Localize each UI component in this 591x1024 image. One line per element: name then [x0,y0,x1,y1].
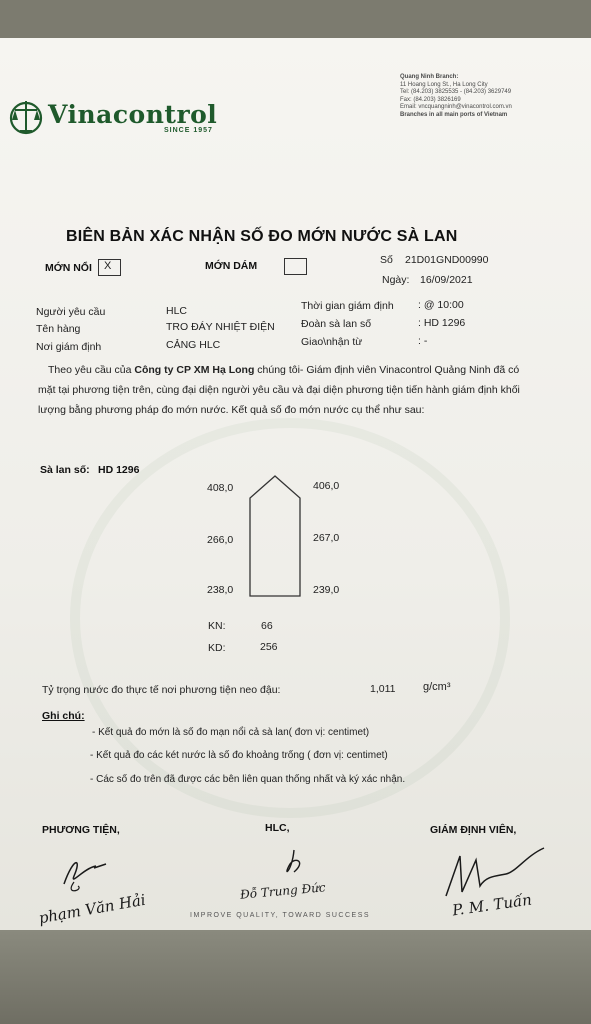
received-from-label: Giao\nhận từ [301,336,363,348]
branch-info [400,74,512,119]
signature-name-right: P. M. Tuấn [451,890,533,920]
note-item: - Các số đo trên đã được các bên liên quan thống nhất và ký xác nhận. [90,774,406,785]
density-value: 1,011 [370,683,396,695]
requester-value: HLC [166,305,188,317]
mon-dam-checkbox [284,258,307,275]
left-top-value: 408,0 [207,482,234,494]
cargo-label: Tên hàng [36,323,81,335]
requester-label: Người yêu cầu [36,306,106,318]
signature-name-middle: Đỗ Trung Đức [239,880,327,902]
company-name: Công ty CP XM Hạ Long [134,364,255,376]
cargo-value: TRO ĐÁY NHIỆT ĐIỆN [166,321,275,333]
signature-title-left: PHƯƠNG TIỆN, [42,824,120,836]
mon-noi-label: MỚN NỔI [45,262,92,274]
left-mid-value: 266,0 [207,534,234,546]
barge-diagram [248,474,308,598]
table-surface [0,930,591,1024]
barge-label: Sà lan số: [40,464,90,476]
density-label: Tỷ trọng nước đo thực tế nơi phương tiện neo đậu: [42,684,281,696]
paragraph-part2: chúng tôi- Giám định viên Vinacontrol Quảng Ninh đã có mặt tại phương tiện trên, cùng đại diện người yêu cầu và đại diện phương tiện tiến hành giám định khối lượng bằng phương pháp đo mớn nước. Kết quả số đo mớn nước cụ thể như sau: [38,364,520,416]
signature-title-middle: HLC, [265,822,290,834]
barge-number: HD 1296 [98,464,140,476]
right-bot-value: 239,0 [313,584,340,596]
right-top-value: 406,0 [313,480,340,492]
so-label: Số [380,254,393,266]
time-value: : @ 10:00 [418,299,464,311]
ngay-value: 16/09/2021 [420,274,473,286]
branch-line: Quang Ninh Branch: [400,74,459,80]
branch-line: Email: vncquangninh@vinacontrol.com.vn [400,104,512,110]
kn-value: 66 [261,620,273,632]
left-bot-value: 238,0 [207,584,234,596]
barge-group-value: : HD 1296 [418,317,466,329]
signature-name-left: phạm Văn Hải [37,890,147,928]
logo-wordmark: Vinacontrol [48,100,218,129]
logo-since: SINCE 1957 [164,127,213,134]
ngay-label: Ngày: [382,274,410,286]
branch-line: Fax: (84.203) 3826169 [400,96,461,103]
branch-line: Branches in all main ports of Vietnam [400,111,508,118]
mon-dam-label: MỚN DÁM [205,260,258,272]
intro-paragraph [38,360,528,420]
branch-line: 11 Hoang Long St., Ha Long City [400,81,488,88]
scales-logo-icon [6,96,46,136]
density-unit: g/cm³ [423,681,451,693]
mon-noi-checkbox [98,259,121,276]
footer-slogan: IMPROVE QUALITY, TOWARD SUCCESS [190,912,371,919]
barge-group-label: Đoàn sà lan số [301,318,372,330]
time-label: Thời gian giám định [301,300,394,312]
location-label: Nơi giám định [36,341,102,353]
received-from-value: : - [418,335,428,347]
kd-value: 256 [260,641,278,653]
paragraph-part1: Theo yêu cầu của [48,364,135,376]
kd-label: KD: [208,642,226,654]
kn-label: KN: [208,620,226,632]
branch-line: Tel: (84.203) 3825535 - (84.203) 3629749 [400,89,512,95]
notes-heading: Ghi chú: [42,710,85,722]
document-page [0,38,591,930]
note-item: - Kết quả đo các két nước là số đo khoảng trống ( đơn vị: centimet) [90,750,388,761]
signature-title-right: GIÁM ĐỊNH VIÊN, [430,824,517,836]
so-value: 21D01GND00990 [405,254,489,266]
location-value: CẢNG HLC [166,339,221,351]
note-item: - Kết quả đo mớn là số đo mạn nổi cả sà lan( đơn vị: centimet) [92,727,370,738]
mon-noi-mark: X [104,260,112,272]
right-mid-value: 267,0 [313,532,340,544]
document-title: BIÊN BẢN XÁC NHẬN SỐ ĐO MỚN NƯỚC SÀ LAN [66,228,458,245]
